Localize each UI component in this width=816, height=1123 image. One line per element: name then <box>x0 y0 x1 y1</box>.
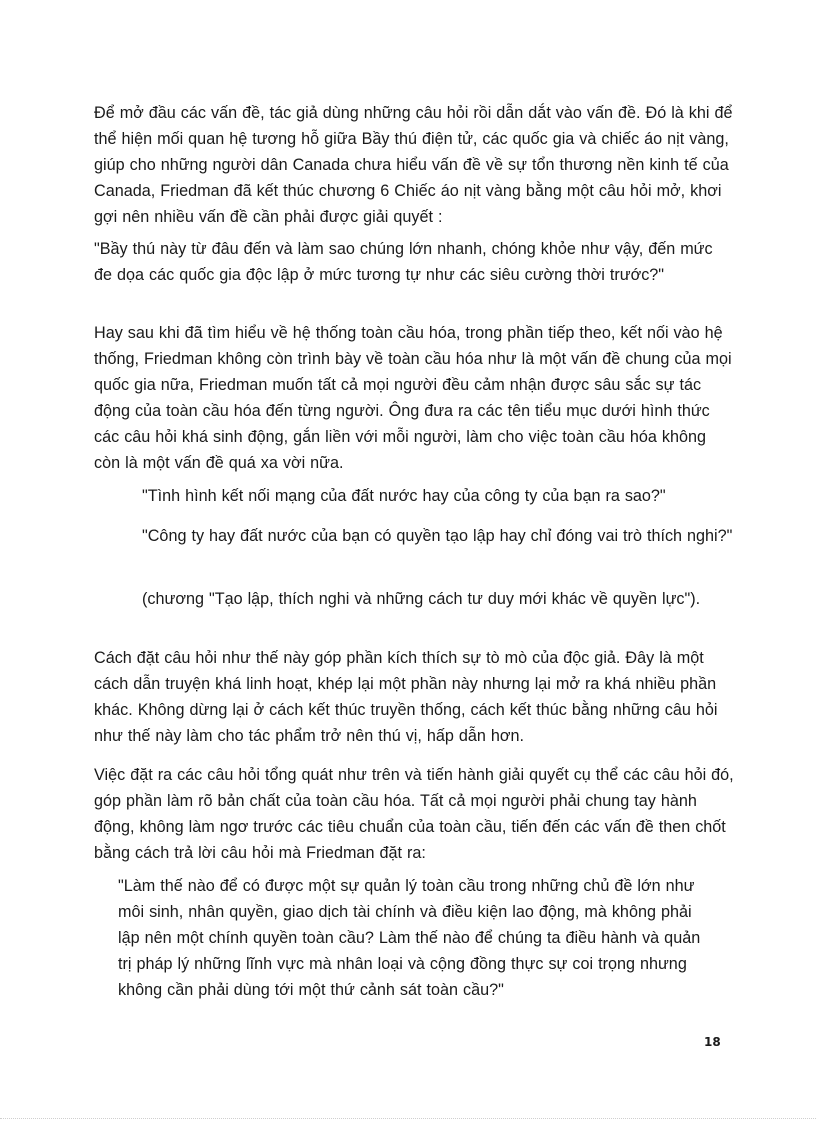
quote-creation-question: "Công ty hay đất nước của bạn có quyền tạo lập hay chỉ đóng vai trò thích nghi?" <box>142 527 733 545</box>
paragraph-quoted-question: "Bầy thú này từ đâu đến và làm sao chúng lớn nhanh, chóng khỏe như vậy, đến mức đe dọa các quốc gia độc lập ở mức tương tự như các siêu cường thời trước?" <box>94 240 713 284</box>
quote-chapter-reference: (chương "Tạo lập, thích nghi và những cách tư duy mới khác về quyền lực"). <box>142 590 701 608</box>
paragraph-globalization: Hay sau khi đã tìm hiểu về hệ thống toàn cầu hóa, trong phần tiếp theo, kết nối vào hệ thống, Friedman không còn trình bày về toàn cầu hóa như là một vấn đề chung của mọi quốc gia nữa, Friedman muốn tất cả mọi người đều cảm nhận được sâu sắc sự tác động của toàn cầu hóa đến từng người. Ông đưa ra các tên tiểu mục dưới hình thức các câu hỏi khá sinh động, gắn liền với mỗi người, làm cho việc toàn cầu hóa không còn là một vấn đề quá xa vời nữa. <box>94 324 732 472</box>
paragraph-question-style: Cách đặt câu hỏi như thế này góp phần kích thích sự tò mò của độc giả. Đây là một cách dẫn truyện khá linh hoạt, khép lại một phần này nhưng lại mở ra khá nhiều phần khác. Không dừng lại ở cách kết thúc truyền thống, cách kết thúc bằng những câu hỏi như thế này làm cho tác phẩm trở nên thú vị, hấp dẫn hơn. <box>94 649 718 745</box>
quote-network-question: "Tình hình kết nối mạng của đất nước hay của công ty của bạn ra sao?" <box>142 487 666 505</box>
paragraph-intro: Để mở đầu các vấn đề, tác giả dùng những câu hỏi rồi dẫn dắt vào vấn đề. Đó là khi để thể hiện mối quan hệ tương hỗ giữa Bầy thú điện tử, các quốc gia và chiếc áo nịt vàng, giúp cho những người dân Canada chưa hiểu vấn đề về sự tổn thương nền kinh tế của Canada, Friedman đã kết thúc chương 6 Chiếc áo nịt vàng bằng một câu hỏi mở, khơi gợi nên nhiều vấn đề cần phải được giải quyết : <box>94 104 733 226</box>
quote-global-governance: "Làm thế nào để có được một sự quản lý toàn cầu trong những chủ đề lớn như môi sinh, nhân quyền, giao dịch tài chính và điều kiện lao động, mà không phải lập nên một chính quyền toàn cầu? Làm thế nào để chúng ta điều hành và quản trị pháp lý những lĩnh vực mà nhân loại và cộng đồng thực sự coi trọng nhưng không cần phải dùng tới một thứ cảnh sát toàn cầu?" <box>118 877 701 999</box>
page-bottom-divider <box>0 1118 816 1119</box>
paragraph-general-questions: Việc đặt ra các câu hỏi tổng quát như trên và tiến hành giải quyết cụ thể các câu hỏi đó, góp phần làm rõ bản chất của toàn cầu hóa. Tất cả mọi người phải chung tay hành động, không làm ngơ trước các tiêu chuẩn của toàn cầu, tiến đến các vấn đề then chốt bằng cách trả lời câu hỏi mà Friedman đặt ra: <box>94 766 734 862</box>
page-number: 18 <box>704 1035 721 1049</box>
